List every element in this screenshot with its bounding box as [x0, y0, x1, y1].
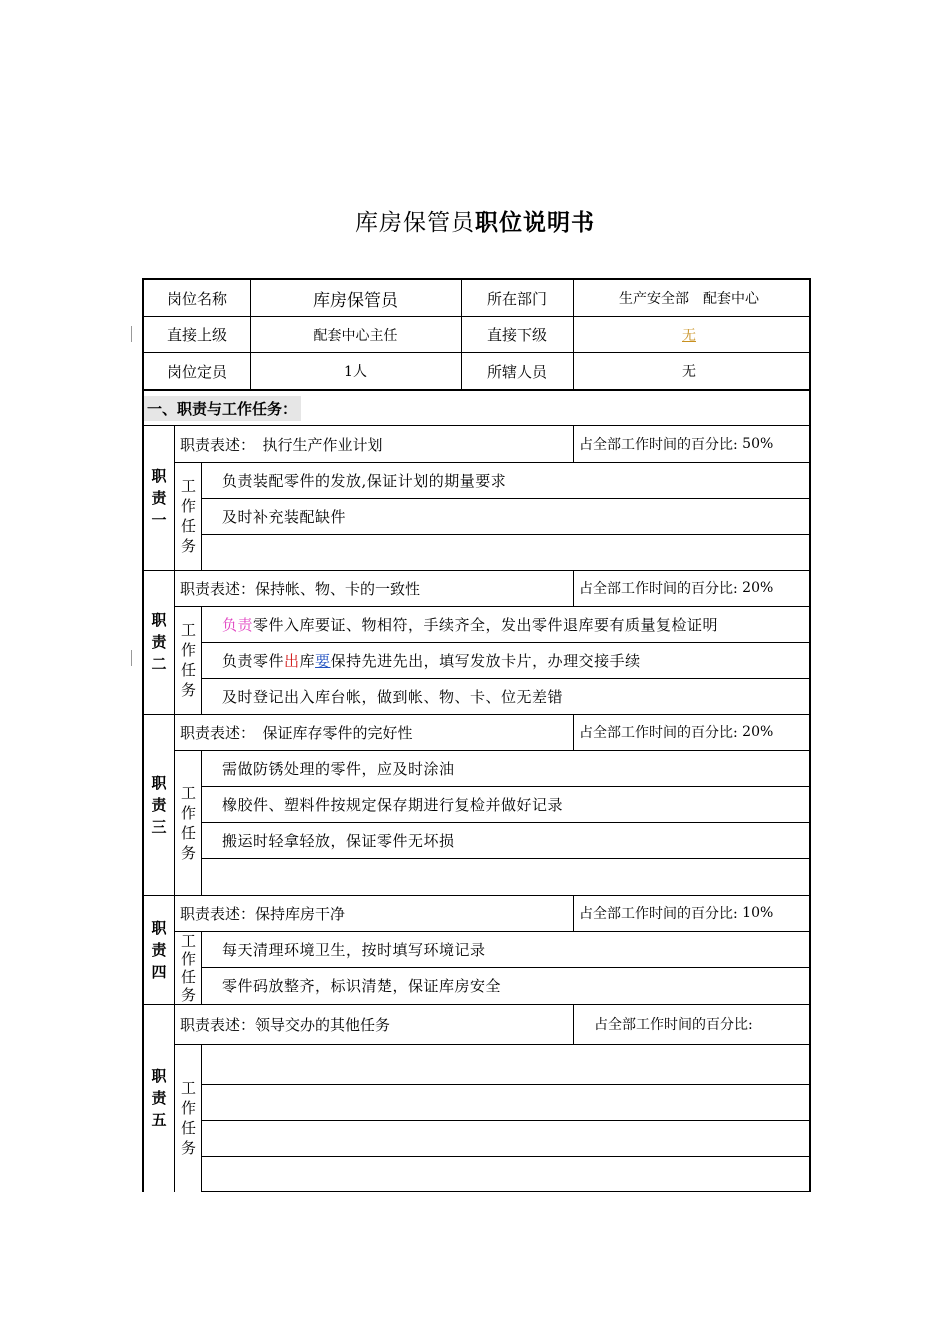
- duty-1-task-label: 工 作 任 务: [180, 477, 196, 555]
- post-name-value: 库房保管员: [313, 290, 398, 311]
- managed-label: 所辖人员: [486, 362, 547, 381]
- duty-2-task-1: 负责 零件入库要证、物相符，手续齐全，发出零件退库要有质量复检证明: [222, 615, 719, 634]
- duty-1-task-1: 负责装配零件的发放,保证计划的期量要求: [222, 471, 507, 490]
- headcount-label: 岗位定员: [166, 362, 227, 381]
- duty-2-label: 职 责 二: [151, 611, 167, 673]
- duty-3-task-1: 需做防锈处理的零件，应及时涂油: [222, 759, 455, 778]
- header-row-1: [144, 280, 809, 317]
- duty-3-desc: 职责表述： 保证库存零件的完好性: [180, 723, 413, 742]
- duty-4-desc: 职责表述：保持库房干净: [180, 904, 346, 923]
- margin-mark: [131, 326, 132, 342]
- job-description-table: [142, 278, 811, 1192]
- duty-2-pct: 占全部工作时间的百分比: 20%: [579, 580, 774, 597]
- duty-4-label: 职 责 四: [151, 918, 167, 981]
- duty-3-task-2: 橡胶件、塑料件按规定保存期进行复检并做好记录: [222, 795, 564, 814]
- subordinate-label: 直接下级: [486, 326, 547, 344]
- duty-5-desc: 职责表述：领导交办的其他任务: [180, 1015, 391, 1034]
- duty-3-task-3: 搬运时轻拿轻放，保证零件无坏损: [222, 831, 455, 850]
- superior-label: 直接上级: [166, 326, 227, 344]
- superior-value: 配套中心主任: [313, 327, 398, 344]
- post-name-label: 岗位名称: [166, 289, 227, 308]
- duty-1-pct: 占全部工作时间的百分比: 50%: [579, 436, 774, 453]
- duty-2-task-2: 负责零件 出 库 要 保持先进先出，填写发放卡片，办理交接手续: [222, 651, 641, 670]
- margin-mark: [131, 650, 132, 666]
- duty-5-task-label: 工 作 任 务: [180, 1079, 196, 1157]
- duty-3-pct: 占全部工作时间的百分比: 20%: [579, 724, 774, 741]
- header-row-2: [144, 317, 809, 353]
- section-title: 一、职责与工作任务：: [144, 392, 809, 426]
- subordinate-value: 无: [682, 327, 696, 344]
- dept-value: 生产安全部 配套中心: [619, 291, 759, 307]
- duty-1-label: 职 责 一: [151, 467, 167, 529]
- duty-4-task-1: 每天清理环境卫生，按时填写环境记录: [222, 940, 486, 959]
- duty-2-task-3: 及时登记出入库台帐，做到帐、物、卡、位无差错: [222, 687, 564, 706]
- duty-3-task-label: 工 作 任 务: [180, 783, 196, 862]
- duty-5-label: 职 责 五: [151, 1067, 167, 1129]
- header-row-3: [144, 353, 809, 389]
- duty-2-task-label: 工 作 任 务: [180, 621, 196, 699]
- duty-1-desc: 职责表述： 执行生产作业计划: [180, 435, 383, 454]
- duty-4-task-2: 零件码放整齐，标识清楚，保证库房安全: [222, 977, 502, 995]
- duty-4-task-label: 工 作 任 务: [180, 931, 196, 1004]
- page-title: 库房保管员职位说明书: [355, 210, 595, 236]
- duty-2-desc: 职责表述：保持帐、物、卡的一致性: [180, 579, 421, 598]
- duty-4-pct: 占全部工作时间的百分比: 10%: [579, 905, 774, 922]
- duty-1-task-2: 及时补充装配缺件: [222, 507, 347, 526]
- dept-label: 所在部门: [486, 289, 547, 308]
- duty-5-pct: 占全部工作时间的百分比:: [594, 1017, 753, 1033]
- headcount-value: 1人: [344, 364, 367, 380]
- duty-3-label: 职 责 三: [151, 773, 167, 836]
- managed-value: 无: [682, 364, 696, 380]
